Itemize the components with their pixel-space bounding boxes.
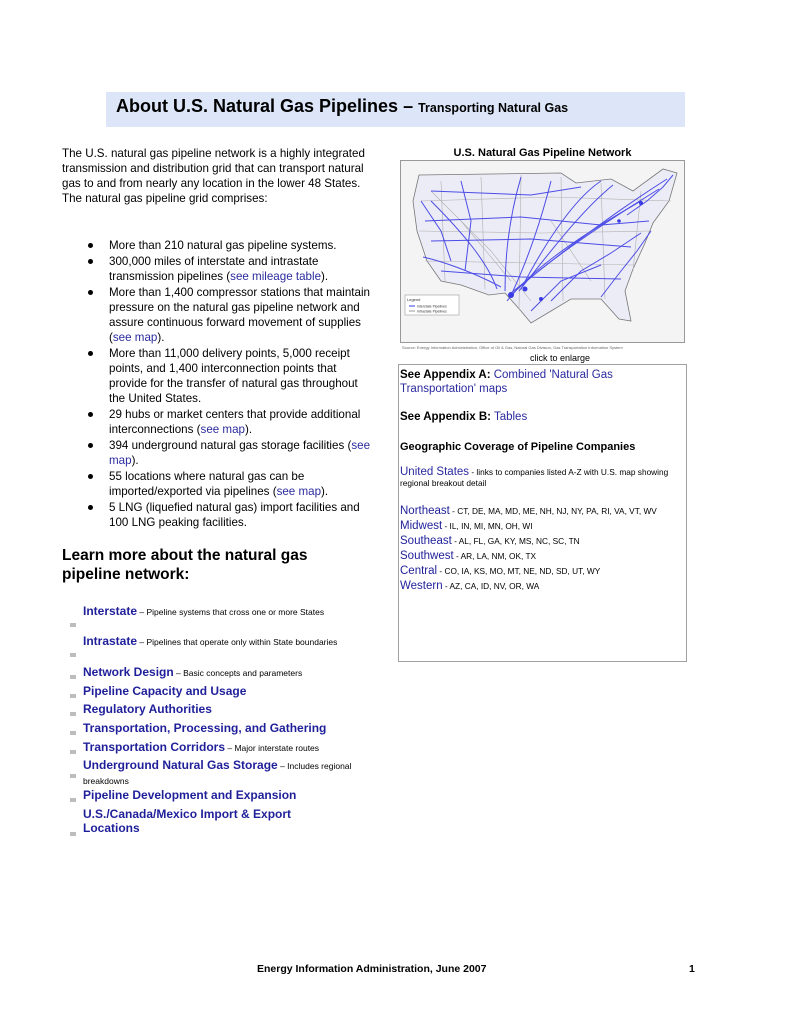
topic-link-capacity[interactable]: Pipeline Capacity and Usage bbox=[83, 684, 247, 698]
region-southeast bbox=[400, 533, 684, 548]
bullet-square-icon bbox=[70, 750, 76, 754]
fact-text: 394 underground natural gas storage facilities ( bbox=[109, 439, 352, 452]
region-western bbox=[400, 578, 684, 593]
map-legend-intrastate: Intrastate Pipelines bbox=[417, 309, 447, 314]
fact-text: 300,000 miles of interstate and intrastate transmission pipelines ( bbox=[109, 255, 319, 283]
region-link-central[interactable]: Central bbox=[400, 565, 438, 577]
see-mileage-table-link[interactable]: see mileage table bbox=[230, 270, 322, 283]
topic-desc: – Pipelines that operate only within State boundaries bbox=[137, 637, 338, 647]
fact-text: More than 11,000 delivery points, 5,000 receipt points, and 1,400 interconnection points that provide for the transfer of natural gas throughout the United States. bbox=[109, 347, 358, 405]
united-states-entry bbox=[400, 467, 684, 489]
region-link-southwest[interactable]: Southwest bbox=[400, 550, 454, 562]
page-number: 1 bbox=[689, 963, 695, 975]
region-link-southeast[interactable]: Southeast bbox=[400, 535, 452, 547]
appendix-a-label: See Appendix A: bbox=[400, 369, 491, 381]
fact-item bbox=[88, 438, 374, 468]
fact-item bbox=[88, 254, 374, 284]
fact-item bbox=[88, 500, 374, 530]
united-states-link[interactable]: United States bbox=[400, 466, 470, 478]
map-source-caption: Source: Energy Information Administration, Office of Oil & Gas, Natural Gas Division, Gas Transportation Information System bbox=[402, 345, 623, 350]
page-title: About U.S. Natural Gas Pipelines bbox=[116, 96, 399, 116]
topic-link-transportation[interactable]: Transportation, Processing, and Gathering bbox=[83, 721, 327, 735]
bullet-square-icon bbox=[70, 774, 76, 778]
topic-link-network-design[interactable]: Network Design bbox=[83, 665, 174, 679]
appendix-a-link[interactable]: Combined 'Natural Gas Transportation' maps bbox=[400, 369, 613, 395]
learn-more-heading: Learn more about the natural gas pipeline network: bbox=[62, 547, 308, 583]
see-map-link[interactable]: see map bbox=[276, 485, 322, 498]
appendix-a bbox=[400, 368, 684, 396]
see-map-link[interactable]: see map bbox=[109, 439, 371, 467]
fact-text: More than 210 natural gas pipeline systems. bbox=[109, 239, 337, 252]
topic-link-import-export[interactable]: U.S./Canada/Mexico Import & Export Locations bbox=[83, 807, 292, 835]
fact-item bbox=[88, 238, 374, 253]
title-bar bbox=[106, 92, 685, 127]
topic-desc: – Major interstate routes bbox=[225, 743, 320, 753]
fact-text-end: ). bbox=[157, 331, 165, 344]
topic-link-intrastate[interactable]: Intrastate bbox=[83, 634, 138, 648]
region-states: - AZ, CA, ID, NV, OR, WA bbox=[442, 581, 540, 591]
bullet-square-icon bbox=[70, 712, 76, 716]
region-link-northeast[interactable]: Northeast bbox=[400, 505, 450, 517]
region-states: - CO, IA, KS, MO, MT, NE, ND, SD, UT, WY bbox=[437, 566, 601, 576]
topic-link-development[interactable]: Pipeline Development and Expansion bbox=[83, 788, 297, 802]
topic-link-regulatory[interactable]: Regulatory Authorities bbox=[83, 702, 212, 716]
fact-item bbox=[88, 407, 374, 437]
bullet-square-icon bbox=[70, 623, 76, 627]
topic-link-corridors[interactable]: Transportation Corridors bbox=[83, 740, 226, 754]
fact-item bbox=[88, 469, 374, 499]
topic-link-interstate[interactable]: Interstate bbox=[83, 604, 138, 618]
appendix-box bbox=[398, 364, 687, 662]
fact-text: More than 1,400 compressor stations that maintain pressure on the natural gas pipeline network and assure continuous forward movement of supplies ( bbox=[109, 286, 370, 344]
region-midwest bbox=[400, 518, 684, 533]
fact-item bbox=[88, 285, 374, 345]
see-map-link[interactable]: see map bbox=[200, 423, 245, 436]
bullet-square-icon bbox=[70, 731, 76, 735]
region-link-midwest[interactable]: Midwest bbox=[400, 520, 443, 532]
page-subtitle: Transporting Natural Gas bbox=[418, 101, 569, 115]
bullet-square-icon bbox=[70, 694, 76, 698]
bullet-square-icon bbox=[70, 675, 76, 679]
click-to-enlarge-link[interactable]: click to enlarge bbox=[530, 353, 591, 363]
fact-text: 29 hubs or market centers that provide additional interconnections ( bbox=[109, 408, 361, 436]
fact-text-end: ). bbox=[321, 485, 329, 498]
united-states-desc: - links to companies listed A-Z with U.S. map showing regional breakout detail bbox=[400, 467, 669, 488]
appendix-b-label: See Appendix B: bbox=[400, 411, 491, 423]
fact-text: 5 LNG (liquefied natural gas) import facilities and 100 LNG peaking facilities. bbox=[109, 501, 360, 529]
topic-desc: – Basic concepts and parameters bbox=[173, 668, 303, 678]
bullet-square-icon bbox=[70, 798, 76, 802]
topic-desc: – Includes regional breakdowns bbox=[83, 761, 352, 786]
fact-text-end: ). bbox=[321, 270, 329, 283]
appendix-b bbox=[400, 410, 684, 424]
facts-list bbox=[88, 238, 374, 531]
region-states: - IL, IN, MI, MN, OH, WI bbox=[442, 521, 533, 531]
fact-item bbox=[88, 346, 374, 406]
region-northeast bbox=[400, 503, 684, 518]
intro-paragraph: The U.S. natural gas pipeline network is a highly integrated transmission and distribution grid that can transport natural gas to and from nearly any location in the lower 48 States. The natural gas pipeline grid comprises: bbox=[62, 147, 365, 205]
footer-text: Energy Information Administration, June 2007 bbox=[257, 963, 487, 975]
pipeline-map[interactable] bbox=[400, 160, 685, 343]
region-states: - CT, DE, MA, MD, ME, NH, NJ, NY, PA, RI, VA, VT, WV bbox=[449, 506, 657, 516]
title-separator: – bbox=[398, 96, 419, 116]
region-central bbox=[400, 563, 684, 578]
bullet-square-icon bbox=[70, 653, 76, 657]
geographic-coverage-heading: Geographic Coverage of Pipeline Companies bbox=[400, 441, 636, 453]
map-legend-title: Legend bbox=[407, 297, 421, 302]
map-legend-interstate: Interstate Pipelines bbox=[417, 304, 447, 309]
region-states: - AR, LA, NM, OK, TX bbox=[453, 551, 537, 561]
map-title: U.S. Natural Gas Pipeline Network bbox=[453, 147, 632, 159]
region-link-western[interactable]: Western bbox=[400, 580, 443, 592]
region-southwest bbox=[400, 548, 684, 563]
fact-text: 55 locations where natural gas can be imported/exported via pipelines ( bbox=[109, 470, 305, 498]
pipeline-map-image bbox=[401, 161, 685, 343]
topic-link-storage[interactable]: Underground Natural Gas Storage bbox=[83, 758, 278, 772]
bullet-square-icon bbox=[70, 832, 76, 836]
fact-text-end: ). bbox=[131, 454, 139, 467]
region-states: - AL, FL, GA, KY, MS, NC, SC, TN bbox=[451, 536, 580, 546]
fact-text-end: ). bbox=[244, 423, 253, 436]
topic-desc: – Pipeline systems that cross one or more States bbox=[137, 607, 325, 617]
appendix-b-link[interactable]: Tables bbox=[493, 411, 528, 423]
see-map-link[interactable]: see map bbox=[112, 331, 158, 344]
